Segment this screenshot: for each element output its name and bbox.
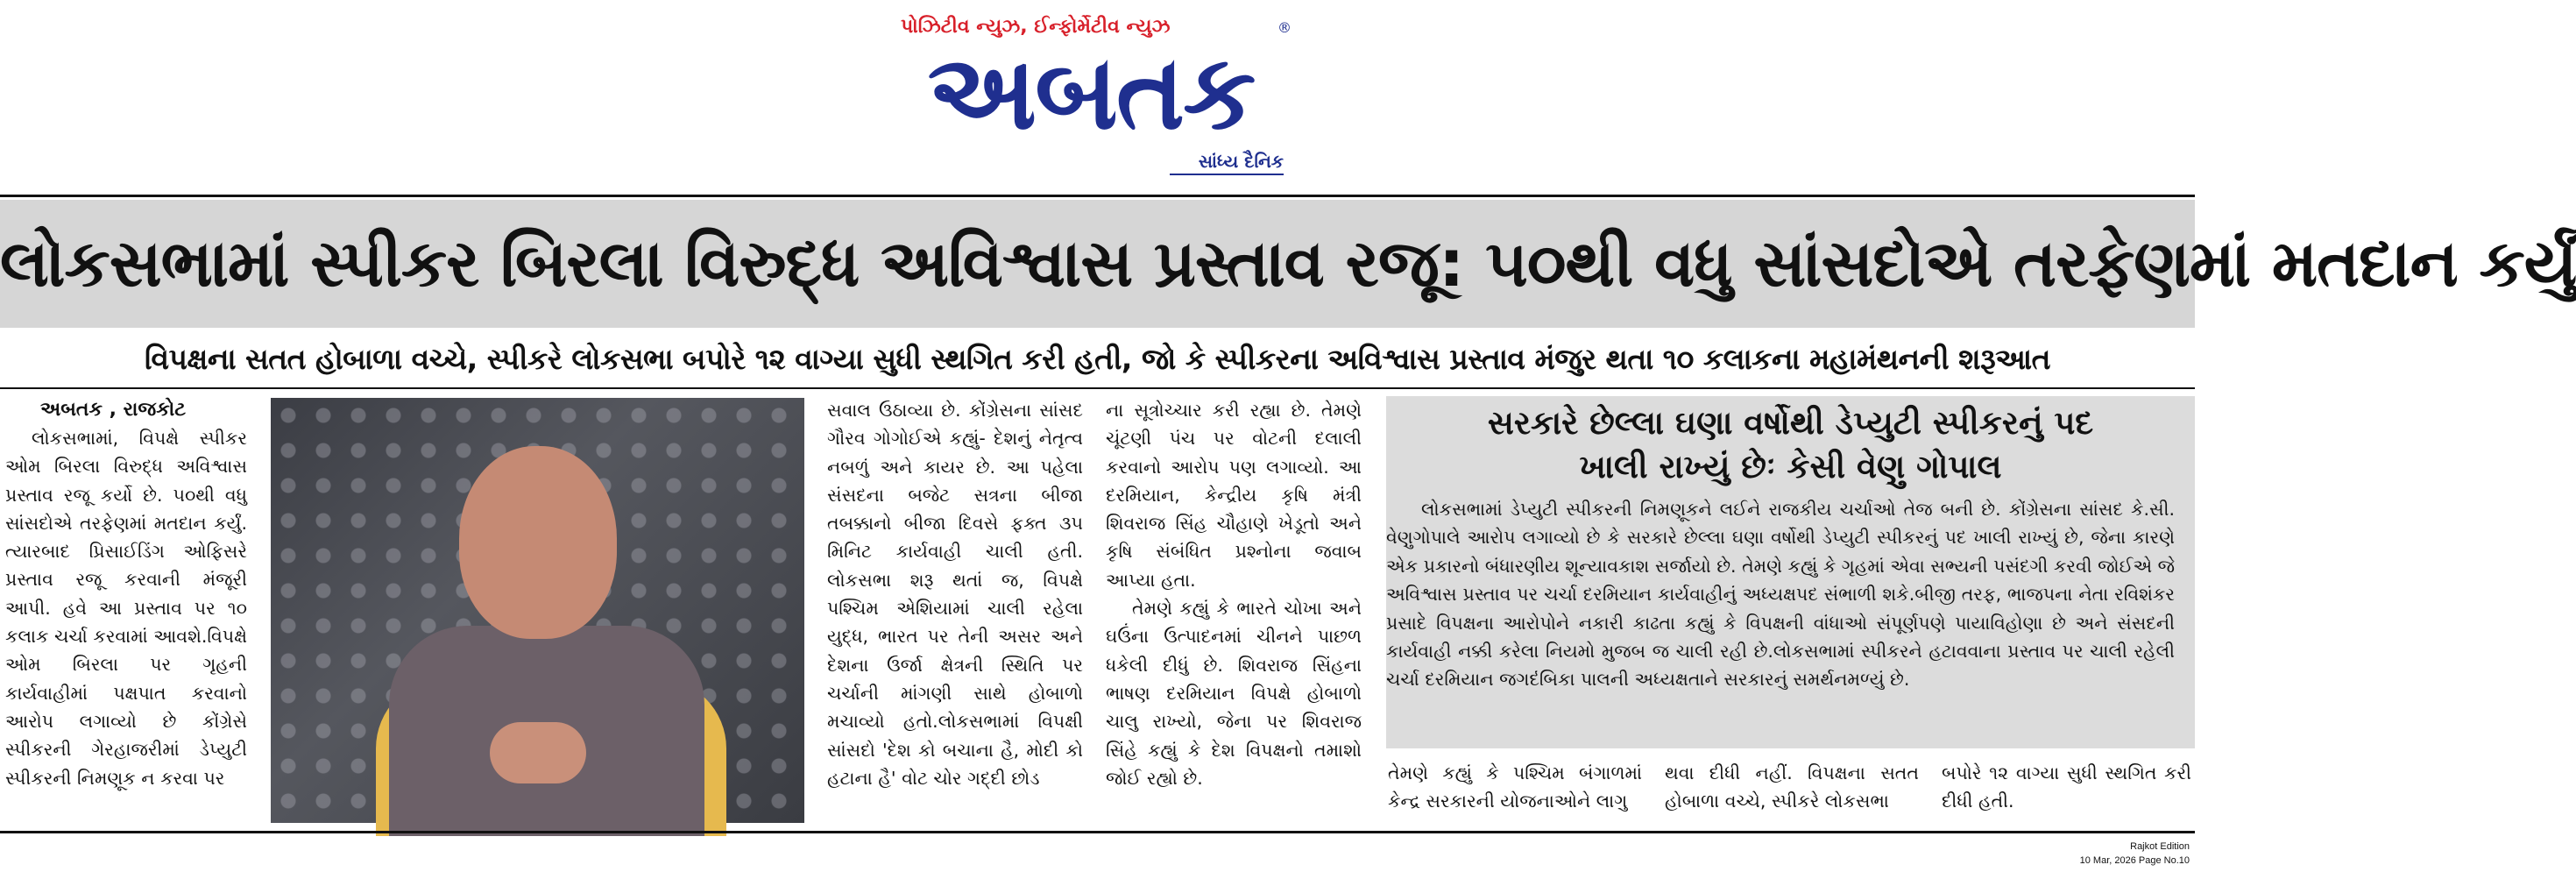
sidebar-story-text: લોકસભામાં ડેપ્યુટી સ્પીકરની નિમણૂકને લઈને રાજકીય ચર્ચાઓ તેજ બની છે. કોંગ્રેસના સાંસદ કે.સી. વેણુગોપાલે આરોપ લગાવ્યો છે કે સરકારે છેલ્લા ઘણા વર્ષોથી ડેપ્યુટી સ્પીકરનું પદ ખાલી રાખ્યું છે, જેના કારણે એક પ્રકારનો બંધારણીય શૂન્યાવકાશ સર્જાયો છે. તેમણે કહ્યું કે ગૃહમાં એવા સભ્યની પસંદગી કરવી જોઈએ જે અવિશ્વાસ પ્રસ્તાવ પર ચર્ચા દરમિયાન કાર્યવાહીનું અધ્યક્ષપદ સંભાળી શકે.બીજી તરફ, ભાજપના નેતા રવિશંકર પ્રસાદે વિપક્ષના આરોપોને નકારી કાઢતા કહ્યું કે વિપક્ષની વાંધાઓ સંપૂર્ણપણે પાયાવિહોણા છે અને સંસદની કાર્યવાહી નક્કી કરેલા નિયમો મુજબ જ ચાલી રહી છે.લોકસભામાં સ્પીકરને હટાવવાના પ્રસ્તાવ પર ચાલી રહેલી ચર્ચા દરમિયાન જગદંબિકા પાલની અધ્યક્ષતાને સરકારનું સમર્થનમળ્યું છે. <box>1386 499 2175 691</box>
article-column-3 <box>1106 396 1362 826</box>
subtitle-underline <box>1170 174 1284 175</box>
article-text-col2: સવાલ ઉઠાવ્યા છે. કોંગ્રેસના સાંસદ ગૌરવ ગોગોઈએ કહ્યું- દેશનું નેતૃત્વ નબળું અને કાયર છે. આ પહેલા સંસદના બજેટ સત્રના બીજા તબક્કાનો બીજા દિવસે ફક્ત ૩૫ મિનિટ કાર્યવાહી ચાલી હતી. લોકસભા શરૂ થતાં જ, વિપક્ષે પશ્ચિમ એશિયામાં ચાલી રહેલા યુદ્ધ, ભારત પર તેની અસર અને દેશના ઉર્જા ક્ષેત્રની સ્થિતિ પર ચર્ચાની માંગણી સાથે હોબાળો મચાવ્યો હતો.લોકસભામાં વિપક્ષી સાંસદો 'દેશ કો બચાના હૈ, મોદી કો હટાના હૈ' વોટ ચોર ગદ્દી છોડ <box>827 400 1083 789</box>
article-text-col4: તેમણે કહ્યું કે પશ્ચિમ બંગાળમાં કેન્દ્ર સરકારની યોજનાઓને લાગુ <box>1388 762 1642 812</box>
article-column-4 <box>1388 759 1642 829</box>
sidebar-story-title <box>1386 401 2195 489</box>
edition-info <box>2080 840 2190 868</box>
photo-face <box>459 446 617 639</box>
sub-headline: વિપક્ષના સતત હોબાળા વચ્ચે, સ્પીકરે લોકસભા બપોરે ૧૨ વાગ્યા સુધી સ્થગિત કરી હતી, જો કે સ્પીકરના અવિશ્વાસ પ્રસ્તાવ મંજુર થતા ૧૦ કલાકના મહામંથનની શરૂઆત <box>144 342 2051 376</box>
article-text-col5: થવા દીધી નહીં. વિપક્ષના સતત હોબાળા વચ્ચે, સ્પીકરે લોકસભા <box>1665 762 1919 812</box>
article-text-col1: લોકસભામાં, વિપક્ષે સ્પીકર ઓમ બિરલા વિરુદ્ધ અવિશ્વાસ પ્રસ્તાવ રજૂ કર્યો છે. ૫૦થી વધુ સાંસદોએ તરફેણમાં મતદાન કર્યું. ત્યારબાદ પ્રિસાઈડિંગ ઓફિસરે પ્રસ્તાવ રજૂ કરવાની મંજૂરી આપી. હવે આ પ્રસ્તાવ પર ૧૦ કલાક ચર્ચા કરવામાં આવશે.વિપક્ષે ઓમ બિરલા પર ગૃહની કાર્યવાહીમાં પક્ષપાત કરવાનો આરોપ લગાવ્યો છે કોંગ્રેસે સ્પીકરની ગેરહાજરીમાં ડેપ્યુટી સ્પીકરની નિમણૂક ન કરવા પર <box>5 428 247 789</box>
article-text-col3a: ના સૂત્રોચ્ચાર કરી રહ્યા છે. તેમણે ચૂંટણી પંચ પર વોટની દલાલી કરવાનો આરોપ પણ લગાવ્યો. આ દરમિયાન, કેન્દ્રીય કૃષિ મંત્રી શિવરાજ સિંહ ચૌહાણે ખેડૂતો અને કૃષિ સંબંધિત પ્રશ્નોના જવાબ આપ્યા હતા. <box>1106 400 1362 591</box>
sidebar-story-body <box>1386 495 2175 694</box>
dateline: અબતક , રાજકોટ <box>40 399 187 421</box>
masthead-tagline: પોઝિટીવ ન્યુઝ, ઈન્ફોર્મેટીવ ન્યુઝ <box>901 16 1171 38</box>
top-divider <box>0 195 2195 197</box>
main-headline: લોકસભામાં સ્પીકર બિરલા વિરુદ્ધ અવિશ્વાસ પ્રસ્તાવ રજૂ: ૫૦થી વધુ સાંસદોએ તરફેણમાં મતદાન કર્યું <box>0 226 2576 301</box>
edition-date-page: 10 Mar, 2026 Page No.10 <box>2079 855 2190 866</box>
article-column-5 <box>1665 759 1919 829</box>
registered-mark: ® <box>1277 19 1292 36</box>
masthead-subtitle: સાંધ્ય દૈનિક <box>1198 151 1284 172</box>
sidebar-title-line2: ખાલી રાખ્યું છેઃ કેસી વેણુ ગોપાલ <box>1579 448 2002 486</box>
subheadline-divider <box>0 387 2195 389</box>
article-column-1 <box>5 396 247 826</box>
article-text-col6: બપોરે ૧૨ વાગ્યા સુધી સ્થગિત કરી દીધી હતી. <box>1942 762 2191 812</box>
sidebar-title-line1: સરકારે છેલ્લા ઘણા વર્ષોથી ડેપ્યુટી સ્પીકરનું પદ <box>1487 404 2094 442</box>
masthead <box>0 0 2195 188</box>
speaker-photo <box>271 398 804 823</box>
article-column-6 <box>1942 759 2191 829</box>
edition-name: Rajkot Edition <box>2130 841 2190 852</box>
article-column-2 <box>827 396 1083 826</box>
photo-hand <box>490 722 586 783</box>
article-text-col3b: તેમણે કહ્યું કે ભારતે ચોખા અને ઘઉંના ઉત્પાદનમાં ચીનને પાછળ ધકેલી દીધું છે. શિવરાજ સિંહના ભાષણ દરમિયાન વિપક્ષે હોબાળો ચાલુ રાખ્યો, જેના પર શિવરાજ સિંહે કહ્યું કે દેશ વિપક્ષનો તમાશો જોઈ રહ્યો છે. <box>1106 598 1362 789</box>
bottom-divider <box>0 831 2195 833</box>
newspaper-logo: અબતક <box>927 32 1255 152</box>
